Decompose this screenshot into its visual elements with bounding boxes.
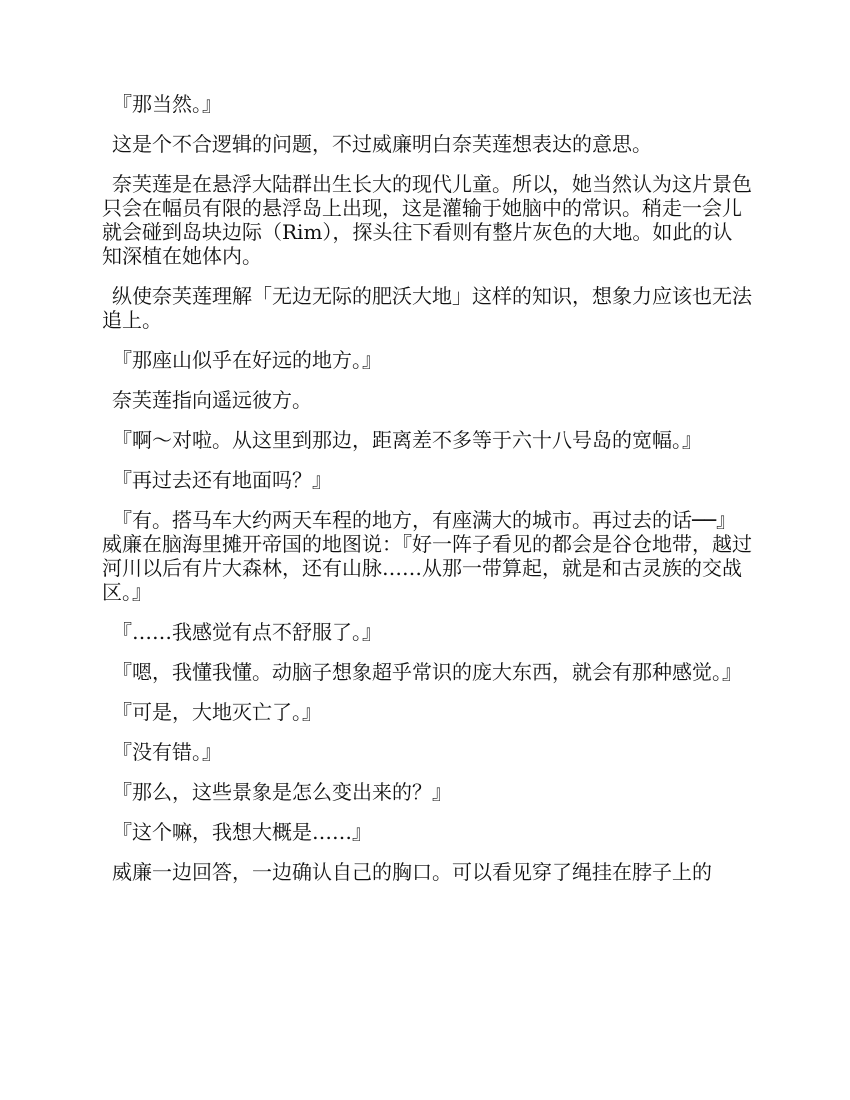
paragraph: 『嗯，我懂我懂。动脑子想象超乎常识的庞大东西，就会有那种感觉。』 (112, 660, 742, 684)
paragraph: 『……我感觉有点不舒服了。』 (112, 620, 382, 644)
paragraph: 『啊～对啦。从这里到那边，距离差不多等于六十八号岛的宽幅。』 (112, 428, 702, 452)
paragraph: 这是个不合逻辑的问题，不过威廉明白奈芙莲想表达的意思。 (112, 132, 652, 156)
paragraph: 威廉一边回答，一边确认自己的胸口。可以看见穿了绳挂在脖子上的 (112, 860, 712, 884)
paragraph: 『那么，这些景象是怎么变出来的？』 (112, 780, 452, 804)
paragraph: 奈芙莲指向遥远彼方。 (112, 388, 312, 412)
paragraph: 奈芙莲是在悬浮大陆群出生长大的现代儿童。所以，她当然认为这片景色只会在幅员有限的悬浮岛上出现，这是灌输于她脑中的常识。稍走一会儿就会碰到岛块边际（Rim），探头往下看则有整片灰色的大地。如此的认知深植在她体内。 (102, 172, 752, 268)
paragraph: 纵使奈芙莲理解「无边无际的肥沃大地」这样的知识，想象力应该也无法追上。 (102, 284, 752, 332)
document-body (102, 92, 752, 900)
paragraph: 『没有错。』 (112, 740, 222, 764)
paragraph: 『再过去还有地面吗？』 (112, 468, 332, 492)
paragraph: 『这个嘛，我想大概是……』 (112, 820, 372, 844)
paragraph: 『可是，大地灭亡了。』 (112, 700, 322, 724)
paragraph: 『那当然。』 (112, 92, 222, 116)
paragraph: 『那座山似乎在好远的地方。』 (112, 348, 382, 372)
paragraph: 『有。搭马车大约两天车程的地方，有座满大的城市。再过去的话──』威廉在脑海里摊开帝国的地图说：『好一阵子看见的都会是谷仓地带，越过河川以后有片大森林，还有山脉……从那一带算起，就是和古灵族的交战区。』 (102, 508, 752, 604)
